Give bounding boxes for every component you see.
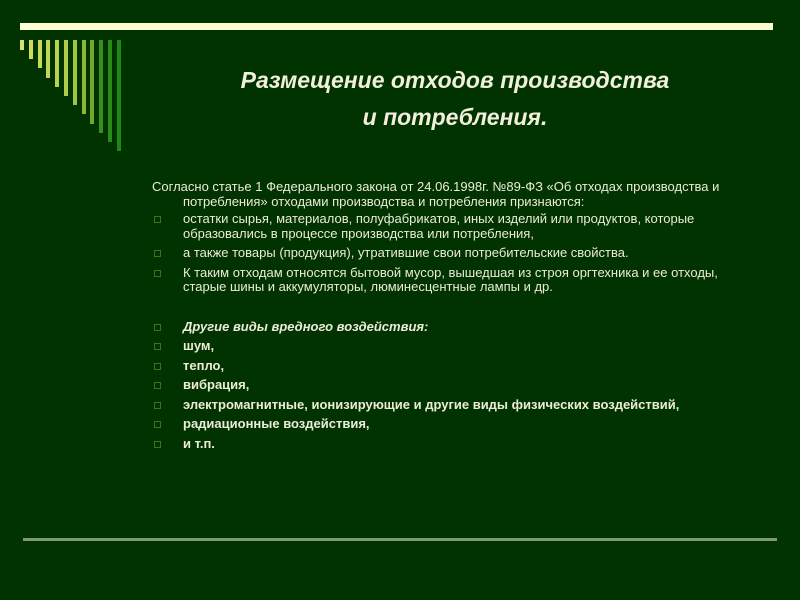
heading-text: Другие виды вредного воздействия: [183,318,429,334]
square-bullet-icon [154,270,161,277]
impact-item [152,417,752,432]
impact-item [152,398,752,413]
square-bullet-icon [154,250,161,257]
decorative-stripe [117,40,121,151]
square-bullet-icon [154,216,161,223]
decorative-stripe [55,40,59,87]
square-bullet-icon [154,324,161,331]
square-bullet-icon [154,421,161,428]
list-item [152,212,752,241]
list-item [152,246,752,261]
title-line-2: и потребления. [362,104,548,130]
decorative-stripe [108,40,112,142]
square-bullet-icon [154,343,161,350]
impact-item [152,437,752,452]
square-bullet-icon [154,441,161,448]
decorative-stripe [29,40,33,59]
item-text: радиационные воздействия, [183,416,370,431]
item-text: шум, [183,338,215,353]
title-line-1: Размещение отходов производства [240,67,670,93]
square-bullet-icon [154,363,161,370]
decorative-stripe [64,40,68,96]
item-text: тепло, [183,357,225,373]
item-text: и т.п. [183,435,215,451]
decorative-stripe [90,40,94,124]
slide-body [152,180,752,456]
item-text: вибрация, [183,377,250,392]
decorative-stripe [82,40,86,114]
decorative-stripe [20,40,24,50]
square-bullet-icon [154,382,161,389]
list-item [152,266,752,295]
bottom-divider [23,538,777,541]
intro-paragraph: Согласно статье 1 Федерального закона от 24.06.1998г. №89-ФЗ «Об отходах производства и потребления» отходами производства и потребления признаются: [152,179,720,209]
item-text: остатки сырья, материалов, полуфабрикатов, иных изделий или продуктов, которые образовались в процессе производства или потребления, [183,211,695,241]
impact-item [152,339,752,354]
item-text: К таким отходам относятся бытовой мусор, вышедшая из строя оргтехника и ее отходы, старые шины и аккумуляторы, люминесцентные лампы и др. [183,264,718,294]
top-decorative-bar [20,23,773,30]
square-bullet-icon [154,402,161,409]
decorative-stripe [46,40,50,78]
slide-title [150,62,760,136]
impact-heading [152,320,752,335]
impact-item [152,359,752,374]
impact-item [152,378,752,393]
decorative-stripe [38,40,42,68]
item-text: а также товары (продукция), утратившие свои потребительские свойства. [183,245,629,260]
item-text: электромагнитные, ионизирующие и другие виды физических воздействий, [183,396,680,412]
decorative-stripe [73,40,77,105]
decorative-stripe [99,40,103,133]
